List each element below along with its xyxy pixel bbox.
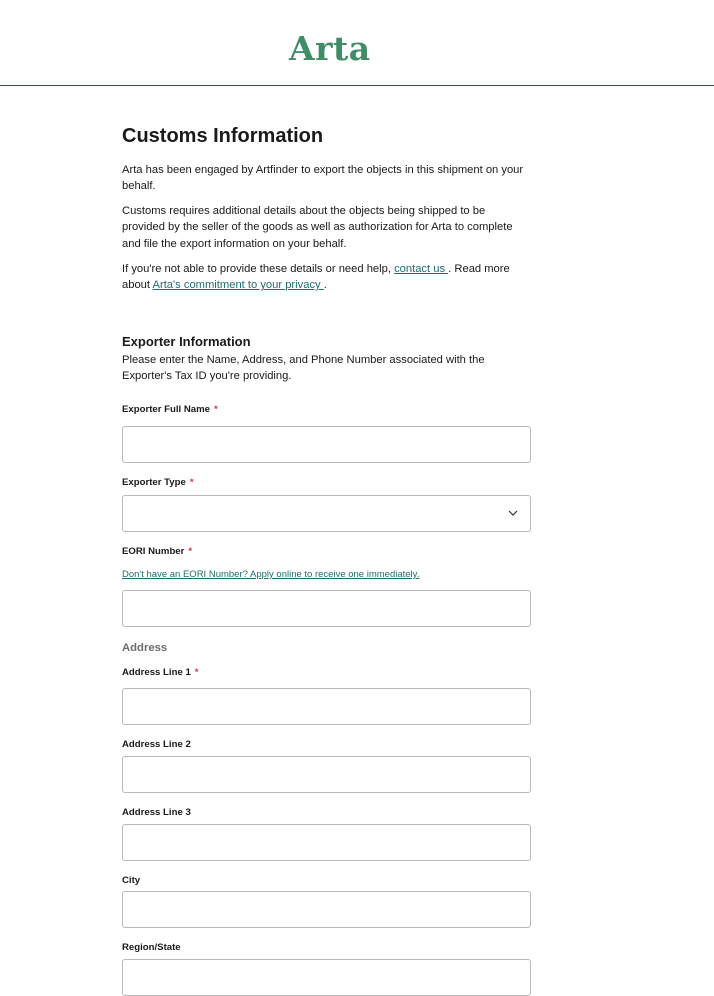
intro-text-middle: . Read more about: [122, 263, 510, 292]
region-state-input[interactable]: [122, 959, 531, 996]
city-input[interactable]: [122, 891, 531, 928]
eori-apply-link[interactable]: Don't have an EORI Number? Apply online to receive one immediately.: [122, 569, 420, 580]
exporter-full-name-label: [122, 404, 218, 416]
exporter-section-description: Please enter the Name, Address, and Phone Number associated with the Exporter's Tax ID you're providing.: [122, 354, 485, 383]
eori-number-label-text: EORI Number: [122, 546, 185, 557]
required-indicator: *: [213, 404, 218, 415]
address-line-2-input[interactable]: [122, 756, 531, 793]
contact-us-link[interactable]: contact us: [394, 263, 449, 275]
exporter-type-label: [122, 477, 194, 489]
required-indicator: *: [194, 667, 199, 678]
city-label: City: [122, 875, 141, 886]
address-heading: Address: [122, 642, 168, 654]
arta-logo[interactable]: Arta: [289, 29, 371, 68]
exporter-type-label-text: Exporter Type: [122, 477, 186, 488]
exporter-type-select[interactable]: [122, 495, 531, 532]
exporter-full-name-label-text: Exporter Full Name: [122, 404, 210, 415]
required-indicator: *: [188, 546, 193, 557]
privacy-link[interactable]: Arta's commitment to your privacy: [152, 279, 324, 292]
eori-number-label: [122, 546, 192, 558]
region-state-label: Region/State: [122, 942, 181, 953]
chevron-down-icon: [508, 508, 518, 518]
required-indicator: *: [189, 477, 194, 488]
exporter-section-title: Exporter Information: [122, 334, 251, 349]
intro-text-after: .: [323, 279, 327, 292]
address-line-2-label: Address Line 2: [122, 739, 191, 750]
address-line-3-input[interactable]: [122, 824, 531, 861]
intro-paragraph-3: [122, 261, 527, 294]
intro-text-before: If you're not able to provide these details or need help,: [122, 263, 395, 275]
intro-paragraph-2: Customs requires additional details about the objects being shipped to be provided by the seller of the goods as well as authorization for Arta to complete and file the export information on your behalf.: [122, 205, 513, 250]
site-header: [0, 0, 714, 86]
intro-paragraph-1: Arta has been engaged by Artfinder to export the objects in this shipment on your behalf.: [122, 164, 524, 193]
eori-number-input[interactable]: [122, 590, 531, 627]
address-line-3-label: Address Line 3: [122, 807, 191, 818]
page-title: Customs Information: [122, 125, 324, 147]
address-line-1-label-text: Address Line 1: [122, 667, 191, 678]
address-line-1-label: [122, 667, 199, 679]
exporter-full-name-input[interactable]: [122, 426, 531, 463]
address-line-1-input[interactable]: [122, 688, 531, 725]
